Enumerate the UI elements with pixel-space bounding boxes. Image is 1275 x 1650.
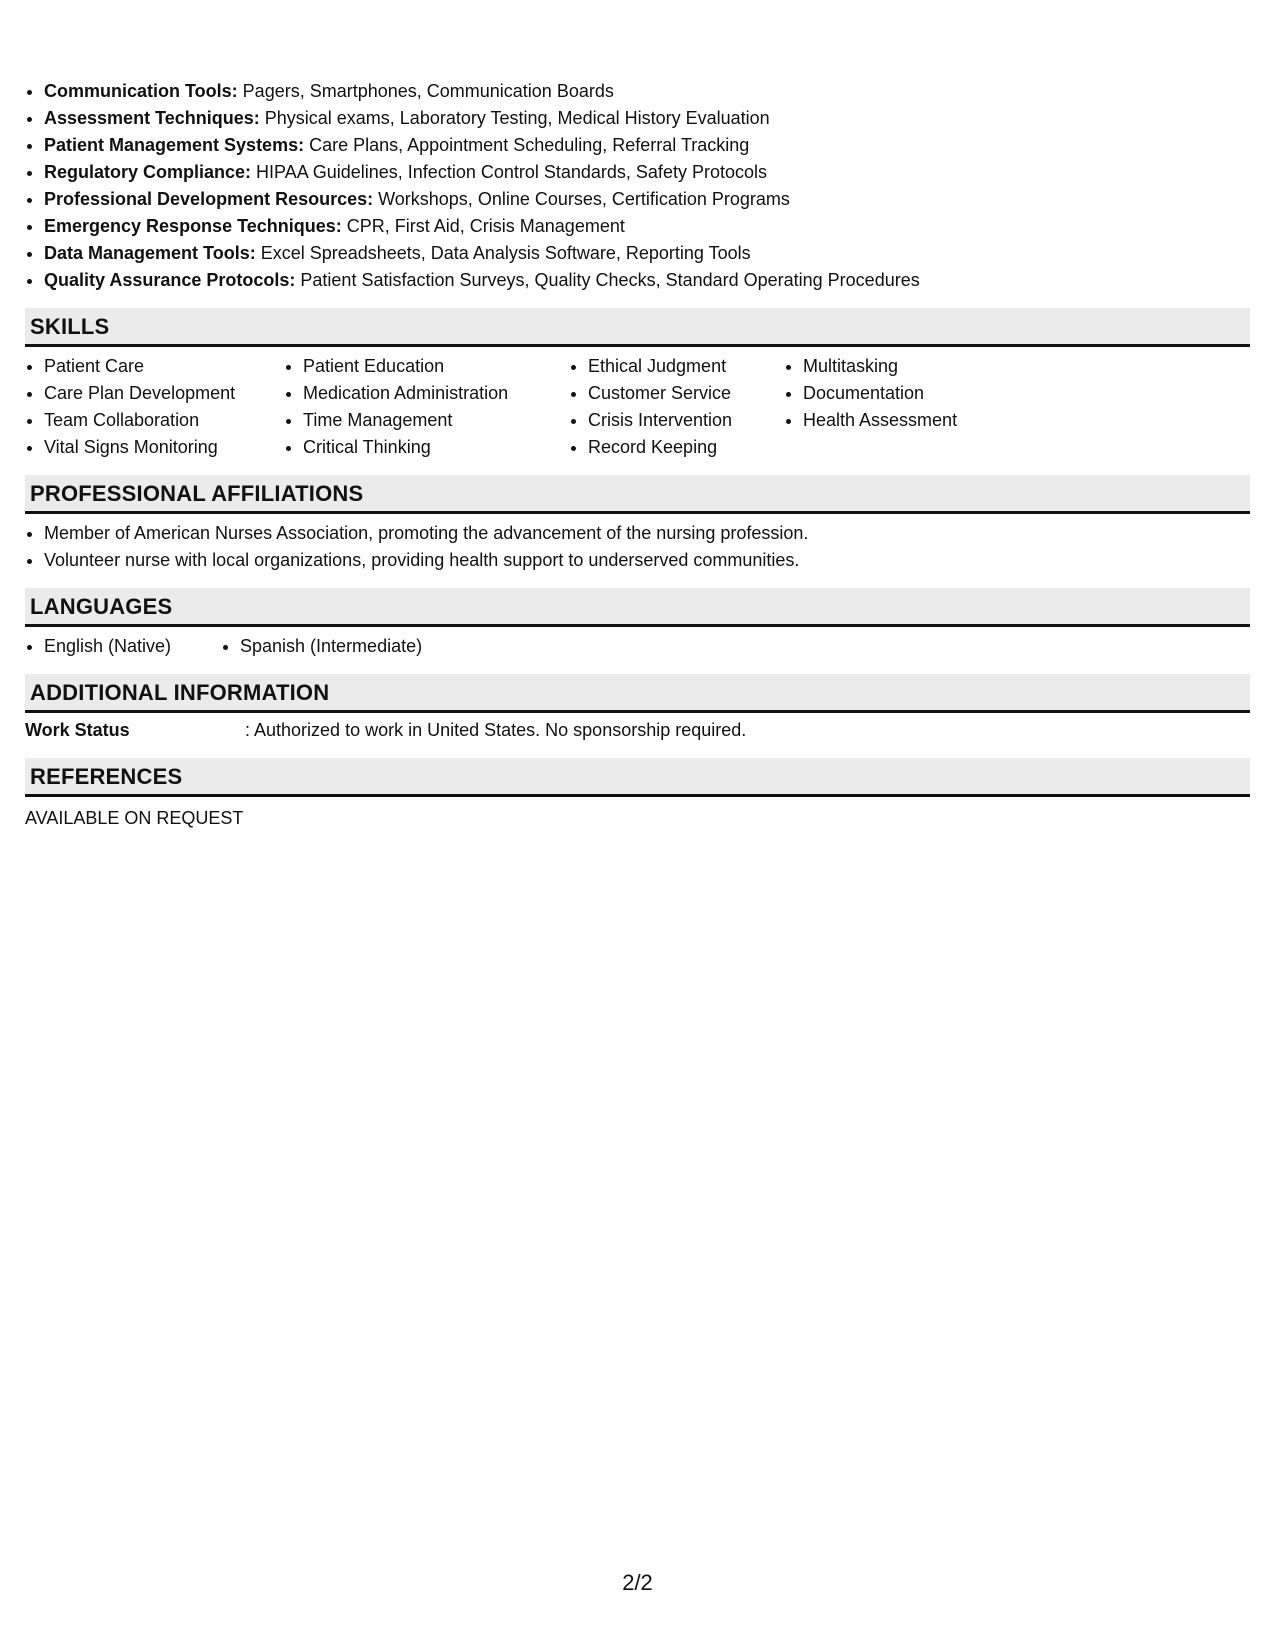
tool-category: Emergency Response Techniques: <box>44 216 342 236</box>
list-item <box>44 213 1250 240</box>
section-title: REFERENCES <box>30 764 183 789</box>
tool-category: Patient Management Systems: <box>44 135 305 155</box>
list-item <box>44 240 1250 267</box>
list-item <box>44 159 1250 186</box>
resume-page <box>25 78 1250 832</box>
tool-values: Workshops, Online Courses, Certification Programs <box>373 189 790 209</box>
skill-item: • Record Keeping <box>588 434 784 461</box>
section-title: ADDITIONAL INFORMATION <box>30 680 330 705</box>
affiliation-item: • Volunteer nurse with local organizations, providing health support to underserved communities. <box>44 547 1250 574</box>
language-item: • English (Native) <box>44 633 221 660</box>
languages-section-header <box>25 588 1250 627</box>
skills-column <box>25 353 284 461</box>
skill-item: • Crisis Intervention <box>588 407 784 434</box>
affiliations-section-header <box>25 475 1250 514</box>
section-title: LANGUAGES <box>30 594 173 619</box>
languages-column <box>25 633 221 660</box>
skills-grid <box>25 353 1250 461</box>
work-status-value: : Authorized to work in United States. No sponsorship required. <box>245 720 747 740</box>
tool-values: Excel Spreadsheets, Data Analysis Software, Reporting Tools <box>255 243 751 263</box>
affiliation-item: • Member of American Nurses Association, promoting the advancement of the nursing profession. <box>44 520 1250 547</box>
page-number: 2/2 <box>622 1570 653 1595</box>
tool-values: Patient Satisfaction Surveys, Quality Checks, Standard Operating Procedures <box>295 270 920 290</box>
tool-category: Communication Tools: <box>44 81 238 101</box>
affiliations-body <box>25 520 1250 574</box>
additional-info-section-header <box>25 674 1250 713</box>
skills-section-header <box>25 308 1250 347</box>
affiliations-list <box>25 520 1250 574</box>
skill-item: • Care Plan Development <box>44 380 284 407</box>
tool-category: Professional Development Resources: <box>44 189 374 209</box>
skills-column <box>569 353 784 461</box>
skill-item: • Time Management <box>303 407 569 434</box>
tool-category: Assessment Techniques: <box>44 108 260 128</box>
languages-column <box>221 633 422 660</box>
language-item: • Spanish (Intermediate) <box>240 633 422 660</box>
tool-category: Data Management Tools: <box>44 243 256 263</box>
list-item <box>44 186 1250 213</box>
references-section-header <box>25 758 1250 797</box>
work-status-label: Work Status <box>25 720 130 740</box>
skill-item: • Health Assessment <box>803 407 1063 434</box>
tool-category: Regulatory Compliance: <box>44 162 252 182</box>
tool-values: CPR, First Aid, Crisis Management <box>341 216 625 236</box>
tool-values: Pagers, Smartphones, Communication Boards <box>237 81 614 101</box>
list-item <box>44 78 1250 105</box>
list-item <box>44 267 1250 294</box>
tool-category: Quality Assurance Protocols: <box>44 270 296 290</box>
skill-item: • Medication Administration <box>303 380 569 407</box>
skill-item: • Customer Service <box>588 380 784 407</box>
references-text: AVAILABLE ON REQUEST <box>25 808 244 828</box>
skill-item: • Ethical Judgment <box>588 353 784 380</box>
skill-item: • Vital Signs Monitoring <box>44 434 284 461</box>
work-status-row <box>25 717 1250 744</box>
tool-values: HIPAA Guidelines, Infection Control Standards, Safety Protocols <box>251 162 767 182</box>
skill-item: • Team Collaboration <box>44 407 284 434</box>
skill-item: • Documentation <box>803 380 1063 407</box>
skills-column <box>284 353 569 461</box>
section-title: PROFESSIONAL AFFILIATIONS <box>30 481 364 506</box>
tool-values: Care Plans, Appointment Scheduling, Referral Tracking <box>304 135 750 155</box>
languages-row <box>25 633 1250 660</box>
skill-item: • Patient Education <box>303 353 569 380</box>
list-item <box>44 132 1250 159</box>
skill-item: • Critical Thinking <box>303 434 569 461</box>
skills-column <box>784 353 1063 434</box>
tools-list <box>25 78 1250 294</box>
skill-item: • Multitasking <box>803 353 1063 380</box>
tool-values: Physical exams, Laboratory Testing, Medical History Evaluation <box>259 108 770 128</box>
list-item <box>44 105 1250 132</box>
section-title: SKILLS <box>30 314 110 339</box>
skill-item: • Patient Care <box>44 353 284 380</box>
